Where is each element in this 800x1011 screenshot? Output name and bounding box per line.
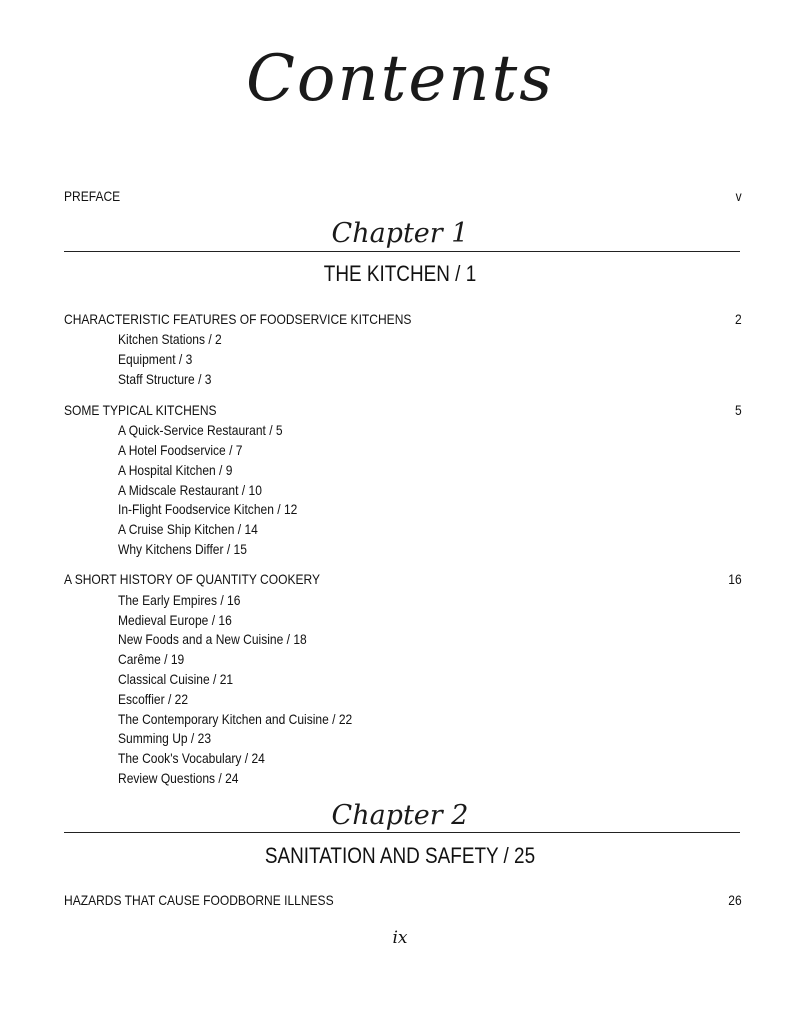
toc-section-history[interactable]: [64, 569, 742, 589]
toc-subentry[interactable]: The Cook's Vocabulary / 24: [118, 750, 265, 766]
toc-subentry[interactable]: Kitchen Stations / 2: [118, 331, 222, 347]
toc-subentry[interactable]: Summing Up / 23: [118, 730, 212, 746]
toc-subentry[interactable]: Medieval Europe / 16: [118, 612, 232, 628]
chapter-2-script: Chapter 2: [331, 800, 469, 831]
page-title: Contents: [245, 42, 555, 116]
chapter-1-script: Chapter 1: [331, 218, 469, 249]
toc-page-number: 5: [734, 402, 742, 418]
toc-subentry[interactable]: New Foods and a New Cuisine / 18: [118, 631, 307, 647]
toc-subentry[interactable]: Classical Cuisine / 21: [118, 671, 234, 687]
chapter-1-title: THE KITCHEN / 1: [323, 261, 477, 286]
toc-subentry[interactable]: A Hospital Kitchen / 9: [118, 462, 233, 478]
toc-entry-label: PREFACE: [64, 188, 121, 204]
chapter-2-rule: [64, 832, 740, 833]
page-folio: ix: [392, 928, 408, 948]
toc-subentry[interactable]: Staff Structure / 3: [118, 371, 212, 387]
toc-section-hazards[interactable]: [64, 890, 742, 910]
toc-page-number: 2: [734, 311, 742, 327]
toc-page-number: 26: [728, 892, 742, 908]
toc-subentry[interactable]: Equipment / 3: [118, 351, 193, 367]
toc-page-number: 16: [728, 571, 742, 587]
toc-subentry[interactable]: Why Kitchens Differ / 15: [118, 541, 247, 557]
toc-subentry[interactable]: A Cruise Ship Kitchen / 14: [118, 521, 258, 537]
toc-section-characteristic-features[interactable]: [64, 309, 742, 329]
toc-subentry[interactable]: Carême / 19: [118, 651, 185, 667]
toc-subentry[interactable]: The Contemporary Kitchen and Cuisine / 22: [118, 711, 353, 727]
chapter-1-rule: [64, 251, 740, 252]
toc-subentry[interactable]: Review Questions / 24: [118, 770, 239, 786]
toc-subentry[interactable]: In-Flight Foodservice Kitchen / 12: [118, 501, 298, 517]
toc-section-heading: A SHORT HISTORY OF QUANTITY COOKERY: [64, 571, 321, 587]
toc-section-heading: CHARACTERISTIC FEATURES OF FOODSERVICE KITCHENS: [64, 311, 412, 327]
toc-subentry[interactable]: Escoffier / 22: [118, 691, 189, 707]
toc-section-heading: HAZARDS THAT CAUSE FOODBORNE ILLNESS: [64, 892, 334, 908]
toc-subentry[interactable]: A Quick-Service Restaurant / 5: [118, 422, 283, 438]
toc-page-number: v: [735, 188, 742, 204]
toc-section-heading: SOME TYPICAL KITCHENS: [64, 402, 217, 418]
toc-subentry[interactable]: A Hotel Foodservice / 7: [118, 442, 243, 458]
toc-subentry[interactable]: The Early Empires / 16: [118, 592, 241, 608]
chapter-2-title: SANITATION AND SAFETY / 25: [264, 843, 536, 868]
toc-subentry[interactable]: A Midscale Restaurant / 10: [118, 482, 262, 498]
toc-section-typical-kitchens[interactable]: [64, 400, 742, 420]
toc-entry-preface[interactable]: [64, 186, 742, 206]
